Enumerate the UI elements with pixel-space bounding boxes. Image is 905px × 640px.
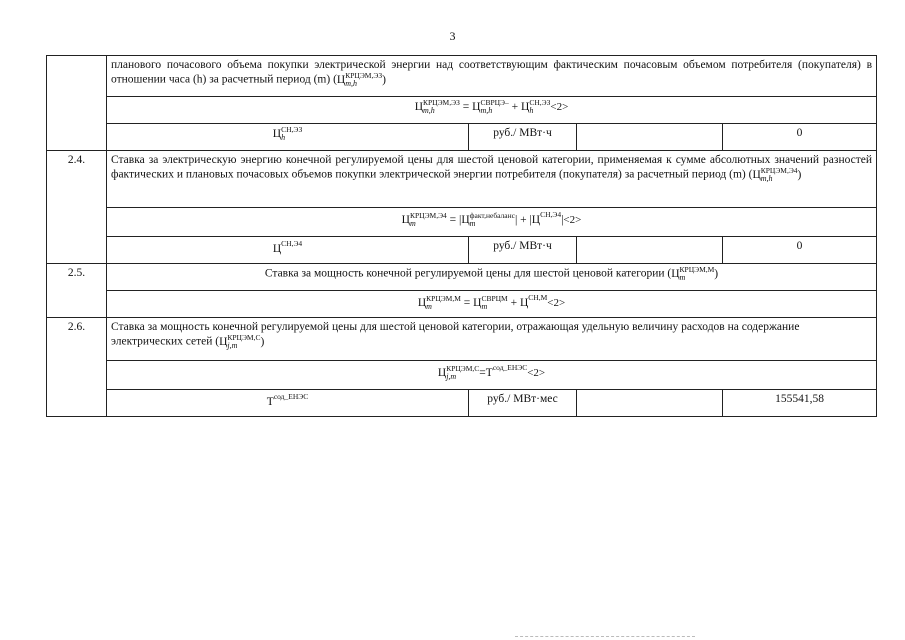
formula-row	[47, 97, 877, 124]
description-symbol: Ц КРЦЭМ,С j,m )	[219, 333, 265, 351]
parameter-value: 0	[723, 237, 877, 264]
formula-row	[47, 291, 877, 318]
table-row	[47, 264, 877, 291]
parameter-unit: руб./ МВт·ч	[469, 237, 577, 264]
parameter-row	[47, 390, 877, 417]
table-row	[47, 151, 877, 208]
formula: Ц КРЦЭМ,М m = Ц СВРЦМ m + $Ц^{СН,М}<2>$	[107, 291, 877, 318]
table-row	[47, 56, 877, 97]
description-text: Ставка за электрическую энергию конечной регулируемой цены для шестой ценовой категории, применяемая к сумме абсолютных значений разностей фактических и плановых почасовых объемов покупки электрической энергии потребителя (покупателя) за расчетный период (m) (	[111, 154, 873, 182]
parameter-row	[47, 237, 877, 264]
tariff-table	[46, 55, 877, 417]
formula: Ц КРЦЭМ,Э4 m = |Ц факт,небаланс m | + $|Ц^{СН,Э4}|<2>$	[107, 208, 877, 237]
description-symbol: Ц КРЦЭМ,М m )	[671, 265, 719, 282]
parameter-empty	[577, 124, 723, 151]
formula-row	[47, 208, 877, 237]
table-row	[47, 318, 877, 361]
formula: Ц КРЦЭМ,С j,m $=Т^{сод\_ЕНЭС}<2>$	[107, 361, 877, 390]
row-description	[107, 264, 877, 291]
parameter-unit: руб./ МВт·ч	[469, 124, 577, 151]
row-number: 2.6.	[47, 318, 107, 417]
description-symbol: Ц КРЦЭМ,ЭЗ m,h )	[336, 71, 386, 89]
row-description	[107, 56, 877, 97]
parameter-row	[47, 124, 877, 151]
description-text: планового почасового объема покупки электрической энергии над соответствующим фактическим почасовым объемом потребителя (покупателя) в отношении часа (h) за расчетный период (m) (	[111, 59, 873, 87]
row-description	[107, 151, 877, 208]
description-text: Ставка за мощность конечной регулируемой цены для шестой ценовой категории (	[264, 267, 672, 280]
row-description	[107, 318, 877, 361]
parameter-unit: руб./ МВт·мес	[469, 390, 577, 417]
row-number	[47, 56, 107, 151]
parameter-name: $Ц^{СН,Э4}$	[107, 237, 469, 264]
parameter-name: $Т^{сод\_ЕНЭС}$	[107, 390, 469, 417]
page-number: 3	[449, 29, 456, 43]
parameter-empty	[577, 390, 723, 417]
formula-row	[47, 361, 877, 390]
description-symbol: Ц КРЦЭМ,Э4 m,h )	[752, 166, 802, 184]
parameter-value: 155541,58	[723, 390, 877, 417]
row-number: 2.4.	[47, 151, 107, 264]
parameter-empty	[577, 237, 723, 264]
formula: Ц КРЦЭМ,ЭЗ m,h = Ц СВРЦЭ– m,h + Ц СН,ЭЗ h <2>	[107, 97, 877, 124]
row-number: 2.5.	[47, 264, 107, 318]
parameter-value: 0	[723, 124, 877, 151]
scan-artifact	[515, 636, 695, 639]
parameter-name: Ц СН,ЭЗ h	[107, 124, 469, 151]
description-text: Ставка за мощность конечной регулируемой цены для шестой ценовой категории, отражающая удельную величину расходов на содержание электрических сетей (	[111, 321, 800, 349]
